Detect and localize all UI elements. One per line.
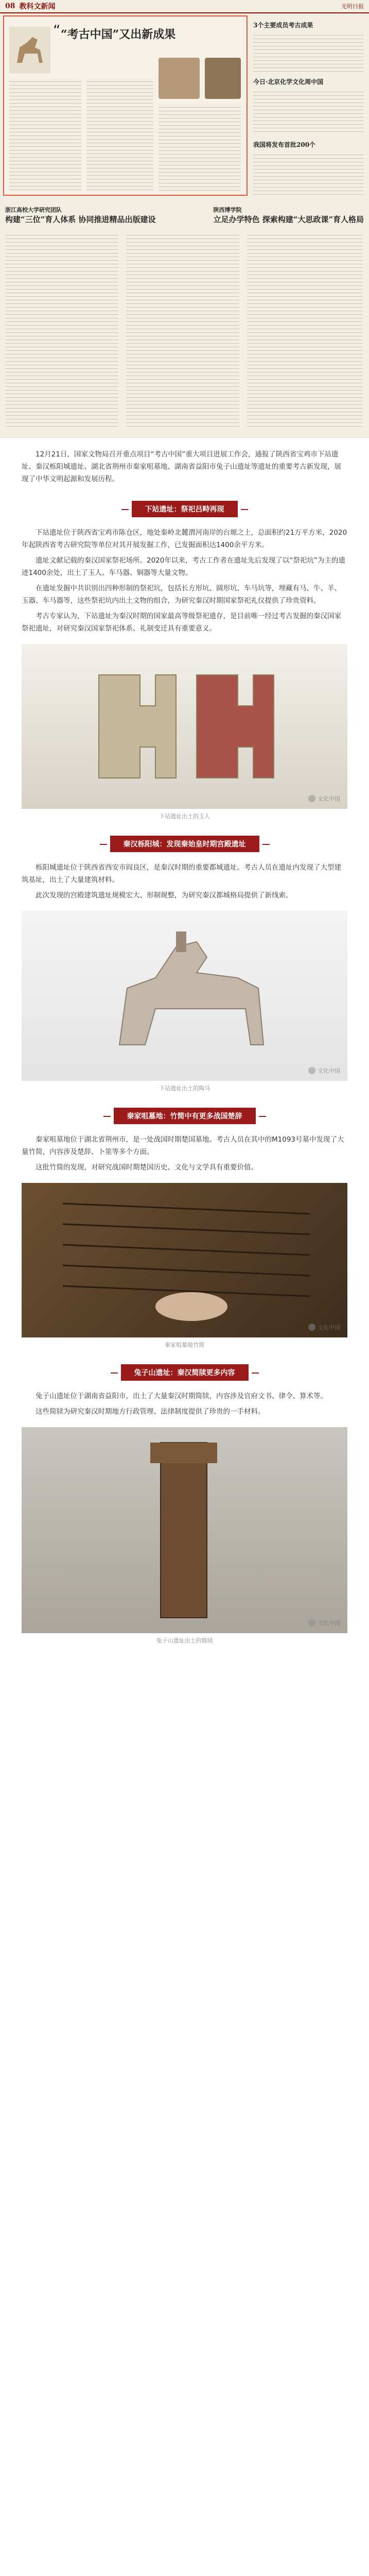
paragraph: 这些简牍为研究秦汉时期地方行政管理、法律制度提供了珍贵的一手材料。 [36,1408,265,1416]
bottom-right-headline: 立足办学特色 探索构建“大思政课”育人格局 [213,214,364,224]
article-intro: 12月21日，国家文物局召开重点项目“考古中国”重大项目进展工作会，通报了陕西省宝鸡市下站遗址、秦汉栎阳城遗址、湖北省荆州市秦家咀墓地、湖南省益阳市兔子山遗址等遗址的重要考古新发现，展现了中华文明起源和发展历程。 [22,450,341,483]
section-title-1: 下站遗址：祭祀吕畤再现 [22,501,347,517]
watermark: 文化中国 [308,794,340,803]
bottom-left-headline: 构建“三位”育人体系 协同推进精品出版建设 [5,214,156,224]
figure-wooden-slip: 文化中国 兔子山遗址出土的简牍 [22,1427,347,1645]
figure-bamboo-slips: 文化中国 秦家咀墓地竹简 [22,1183,347,1349]
artifact-thumbnail-1 [159,58,200,99]
highlighted-article-box: “ “考古中国”又出新成果 [3,15,248,196]
paragraph: 这批竹简的发现，对研究战国时期楚国历史、文化与文学具有重要价值。 [36,1163,258,1172]
paragraph: 下站遗址位于陕西省宝鸡市陈仓区，地处秦岭北麓渭河南岸的台塬之上，总面积约21万平方米，2020年起陕西省考古研究院等单位对其开展发掘工作，已发掘面积达1400余平方米。 [22,529,347,549]
section-title-3: 秦家咀墓地：竹简中有更多战国楚辞 [22,1108,347,1124]
article-body [0,448,369,1668]
paragraph: 遗址文献记载的秦汉国家祭祀场所。2020年以来，考古工作者在遗址先后发现了以“祭祀坑”为主的遗迹1400余处，出土了玉人、车马器、铜器等大量文物。 [22,556,345,577]
right-top-headline: 3个主要成员考古成果 [253,22,313,29]
figure-caption: 下站遗址出土的玉人 [159,813,210,820]
section-title-4: 兔子山遗址：秦汉简牍更多内容 [22,1364,347,1381]
paragraph: 考古专家认为，下站遗址为秦汉时期的国家最高等级祭祀遗存，是目前唯一经过考古发掘的秦汉国家祭祀遗址，对研究秦汉国家祭祀体系、礼制变迁具有重要意义。 [22,612,341,633]
bottom-left-kicker: 浙江高校大学研究团队 [5,206,62,213]
paragraph: 此次发现的宫殿建筑遗址规模宏大、形制规整，为研究秦汉都城格局提供了新线索。 [36,891,293,900]
figure-jade-figures [22,644,347,820]
section-title-2: 秦汉栎阳城：发现秦始皇时期宫殿遗址 [22,836,347,852]
paragraph: 在遗址发掘中共识别出四种形制的祭祀坑，包括长方形坑、圆形坑、车马坑等，埋藏有马、牛、羊、玉器、车马器等，这些祭祀坑内出土文物的组合，为研究秦汉时期国家祭祀礼仪提供了珍贵资料。 [22,584,341,605]
bamboo-slips-photo [22,1183,347,1337]
paragraph: 秦家咀墓地位于湖北省荆州市，是一处战国时期楚国墓地。考古人员在其中的M1093号墓中发现了大量竹简，内容涉及楚辞、卜筮等多个方面。 [22,1136,344,1156]
newspaper-headline: “考古中国”又出新成果 [61,28,176,41]
newspaper-logo: 光明日报 [341,3,364,10]
paragraph: 栎阳城遗址位于陕西省西安市阎良区，是秦汉时期的重要都城遗址。考古人员在遗址内发现了大型建筑基址，出土了大量建筑材料。 [22,863,341,884]
page-number: 08 [5,2,15,10]
figure-caption: 下站遗址出土的陶马 [159,1085,210,1092]
bottom-right-kicker: 陕西博学院 [213,206,242,213]
wooden-slip-photo [22,1427,347,1633]
section-name: 教科文新闻 [19,3,56,11]
right-low-headline: 我国将发布首批200个 [253,141,316,148]
newspaper-page-image [0,0,369,438]
jade-horse-thumbnail-icon [9,27,50,73]
artifact-thumbnail-2 [205,58,241,99]
jade-artifacts-photo [22,644,347,809]
paragraph: 兔子山遗址位于湖南省益阳市，出土了大量秦汉时期简牍，内容涉及官府文书、律令、算术等。 [36,1392,327,1400]
figure-caption: 兔子山遗址出土的简牍 [156,1637,213,1644]
right-mid-headline: 今日·北京化学文化周中国 [253,78,324,86]
figure-pottery-horse: 文化中国 下站遗址出土的陶马 [22,911,347,1092]
pottery-horse-photo [22,911,347,1081]
figure-caption: 秦家咀墓地竹简 [165,1342,204,1348]
newspaper-header [0,0,369,13]
